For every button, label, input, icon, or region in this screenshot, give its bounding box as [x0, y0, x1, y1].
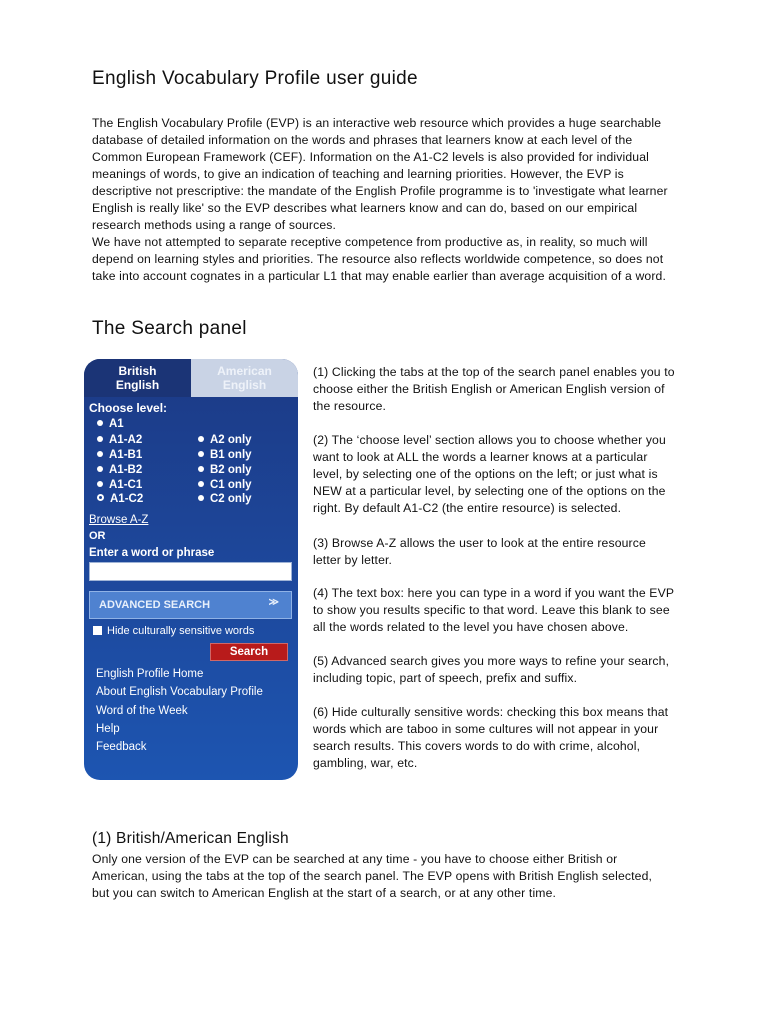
- checkbox-icon: [93, 626, 102, 635]
- choose-level-label: Choose level:: [89, 401, 168, 415]
- panel-links: [96, 665, 263, 756]
- description-3: [313, 535, 675, 569]
- description-text: (4) The text box: here you can type in a word if you want the EVP to show you results specific to that word. Leave this blank to see all the words related to the level you have chosen above.: [313, 586, 674, 634]
- tab-british-english[interactable]: [84, 359, 191, 397]
- radio-icon: [97, 436, 103, 442]
- description-4: [313, 585, 675, 636]
- subsection-title: (1) British/American English: [92, 830, 289, 847]
- subsection-text: Only one version of the EVP can be searched at any time - you have to choose either British or American, using the tabs at the top of the search panel. The EVP opens with British English selected, but you can switch to American English at the start of a search, or at any other time.: [92, 852, 653, 900]
- or-label: OR: [89, 530, 106, 542]
- link-word-of-the-week[interactable]: Word of the Week: [96, 704, 188, 717]
- radio-selected-icon: [97, 494, 104, 501]
- hide-sensitive-checkbox[interactable]: [93, 625, 254, 637]
- description-text: (3) Browse A-Z allows the user to look at the entire resource letter by letter.: [313, 536, 646, 567]
- description-text: (1) Clicking the tabs at the top of the search panel enables you to choose either the British English or American English version of the resource.: [313, 365, 675, 413]
- search-panel: [84, 359, 298, 780]
- tab-british-line2: English: [115, 378, 160, 392]
- section-title: The Search panel: [92, 318, 247, 339]
- page-title: English Vocabulary Profile user guide: [92, 68, 418, 89]
- radio-icon: [97, 420, 103, 426]
- tab-british-line1: British: [118, 364, 157, 378]
- level-option-a1-c1[interactable]: [97, 479, 142, 491]
- link-about-evp[interactable]: About English Vocabulary Profile: [96, 686, 263, 699]
- level-option-c2-only[interactable]: [198, 493, 252, 505]
- level-option-a1[interactable]: [97, 418, 124, 430]
- description-text: (5) Advanced search gives you more ways to refine your search, including topic, part of speech, prefix and suffix.: [313, 654, 670, 685]
- link-feedback[interactable]: Feedback: [96, 741, 147, 754]
- browse-az-link[interactable]: Browse A-Z: [89, 514, 149, 526]
- radio-icon: [97, 481, 103, 487]
- level-option-b2-only[interactable]: [198, 464, 252, 476]
- radio-icon: [198, 466, 204, 472]
- level-label: C2 only: [210, 493, 252, 505]
- level-label: A1-B1: [109, 449, 143, 461]
- level-label: A1-C2: [110, 493, 144, 505]
- level-label: B1 only: [210, 449, 252, 461]
- tab-american-line2: English: [222, 378, 267, 392]
- link-english-profile-home[interactable]: English Profile Home: [96, 668, 204, 680]
- radio-icon: [198, 495, 204, 501]
- search-button[interactable]: Search: [210, 643, 288, 661]
- intro-paragraph-1: The English Vocabulary Profile (EVP) is an interactive web resource which provides a huge searchable database of detailed information on the words and phrases that learners know at each level of the Common European Framework (CEF). Information on the A1-C2 levels is also provided for individual meanings of words, to give an indication of teaching and learning priorities. However, the EVP is descriptive not prescriptive: the mandate of the English Profile programme is to 'investigate what learner English is really like' so the EVP describes what learners know and can do, based on our empirical research methods using a range of sources.: [92, 116, 668, 232]
- advanced-search-label: ADVANCED SEARCH: [99, 599, 211, 611]
- language-tabs: [84, 359, 298, 397]
- word-search-input[interactable]: [89, 562, 292, 581]
- level-label: C1 only: [210, 479, 252, 491]
- level-label: A1-B2: [109, 464, 143, 476]
- description-5: [313, 653, 675, 687]
- level-label: A1-A2: [109, 434, 143, 446]
- description-text: (2) The ‘choose level’ section allows you to choose whether you want to look at ALL the words a learner knows at a particular level, by selecting one of the options on the left; or just what is NEW at a particular level, by selecting one of the options on the right. By default A1-C2 (the entire resource) is selected.: [313, 433, 666, 515]
- radio-icon: [198, 451, 204, 457]
- level-option-a1-b1[interactable]: [97, 449, 142, 461]
- level-label: A1: [109, 418, 124, 430]
- tab-american-english[interactable]: [191, 359, 298, 397]
- chevron-double-down-icon: ≫: [268, 597, 279, 608]
- radio-icon: [97, 466, 103, 472]
- level-option-a1-a2[interactable]: [97, 434, 142, 446]
- description-text: (6) Hide culturally sensitive words: checking this box means that words which are taboo in some cultures will not appear in your search results. This covers words to do with crime, alcohol, gambling, war, etc.: [313, 705, 669, 770]
- description-2: [313, 432, 675, 517]
- description-6: [313, 704, 675, 772]
- level-option-a2-only[interactable]: [198, 434, 252, 446]
- intro-text: [92, 115, 682, 285]
- level-option-c1-only[interactable]: [198, 479, 252, 491]
- enter-word-label: Enter a word or phrase: [89, 547, 215, 559]
- hide-sensitive-label: Hide culturally sensitive words: [107, 625, 255, 637]
- level-option-a1-c2[interactable]: [97, 493, 143, 505]
- radio-icon: [198, 481, 204, 487]
- tab-american-line1: American: [217, 364, 272, 378]
- level-label: A2 only: [210, 434, 252, 446]
- link-help[interactable]: Help: [96, 722, 120, 735]
- description-1: [313, 364, 675, 415]
- level-option-b1-only[interactable]: [198, 449, 252, 461]
- radio-icon: [198, 436, 204, 442]
- level-label: A1-C1: [109, 479, 143, 491]
- radio-icon: [97, 451, 103, 457]
- advanced-search-toggle[interactable]: [89, 591, 292, 619]
- level-label: B2 only: [210, 464, 252, 476]
- level-option-a1-b2[interactable]: [97, 464, 142, 476]
- intro-paragraph-2: We have not attempted to separate receptive competence from productive as, in reality, so much will depend on learning styles and priorities. The resource also reflects worldwide competence, so does not take into account cognates in a particular L1 that may enable earlier than average acquisition of a word.: [92, 235, 667, 283]
